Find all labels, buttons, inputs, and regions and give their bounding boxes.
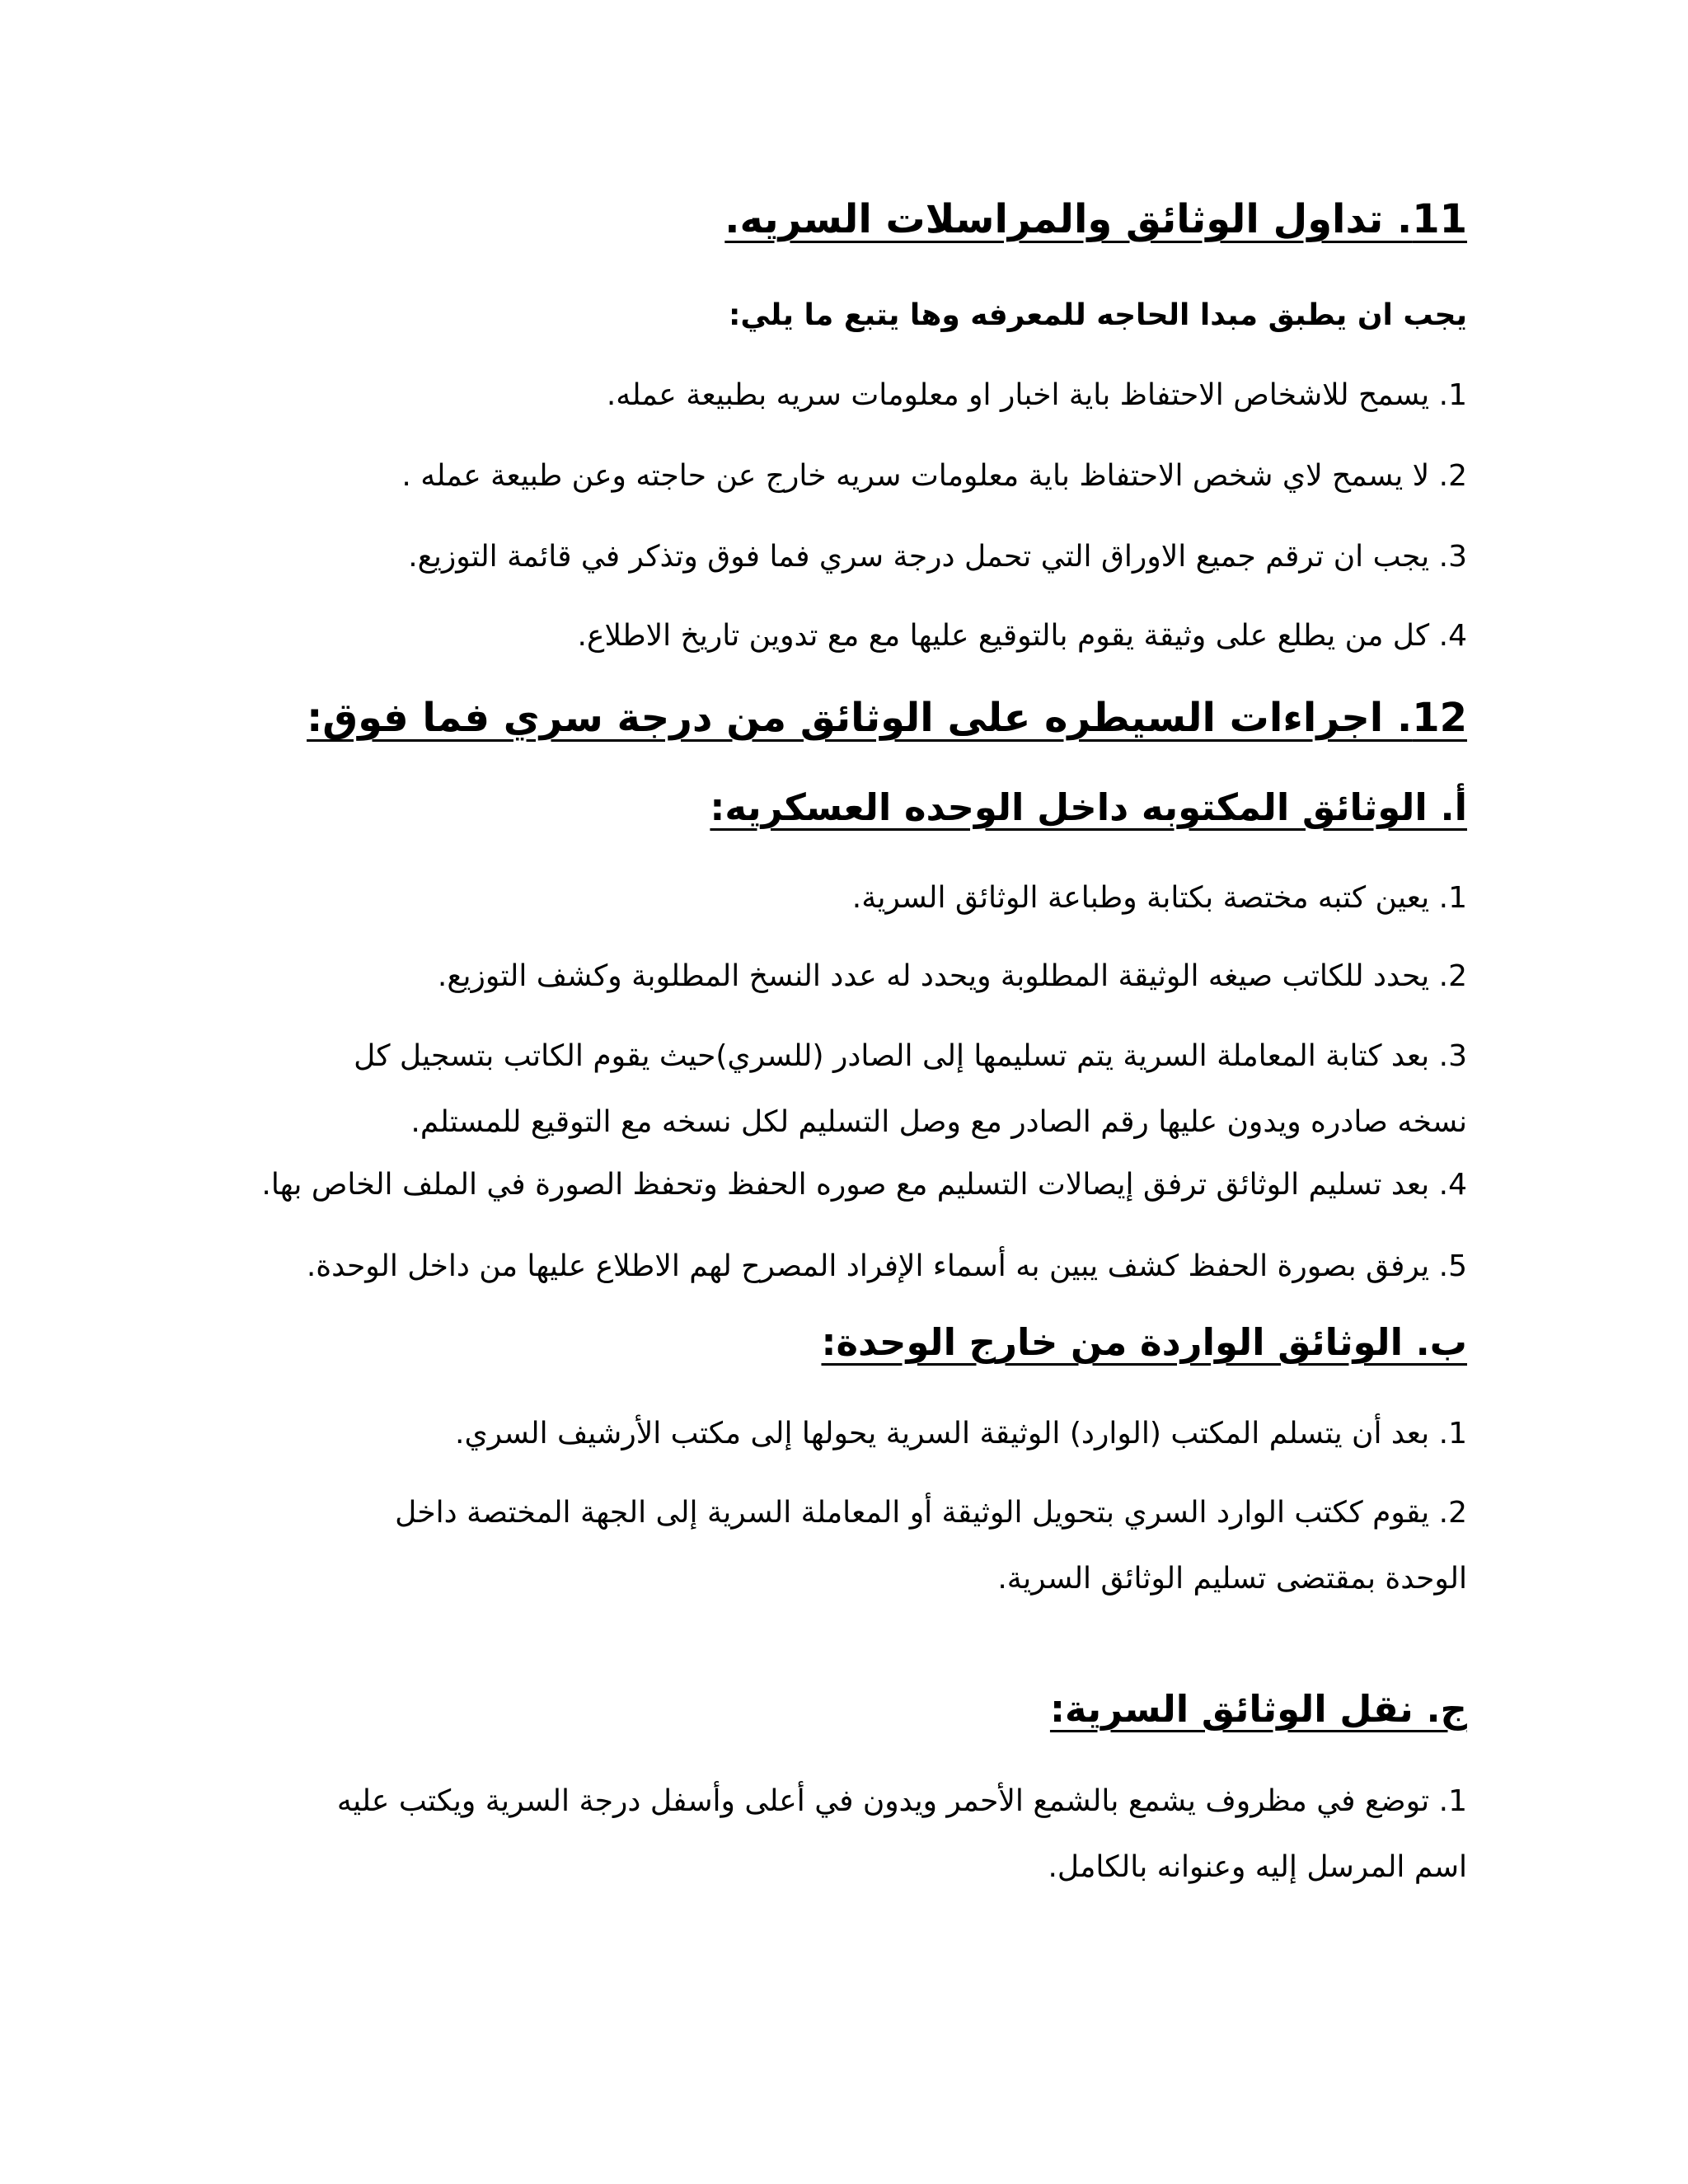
- subsection-b-heading: ب. الوثائق الواردة من خارج الوحدة:: [821, 1320, 1467, 1364]
- subsection-a-item-5: 5. يرفق بصورة الحفظ كشف يبين به أسماء الإفراد المصرح لهم الاطلاع عليها من داخل الوحدة.: [306, 1249, 1467, 1283]
- section-12-heading: 12. اجراءات السيطره على الوثائق من درجة سري فما فوق:: [307, 695, 1467, 741]
- section-11-heading: 11. تداول الوثائق والمراسلات السريه.: [724, 196, 1467, 242]
- subsection-b-item-1: 1. بعد أن يتسلم المكتب (الوارد) الوثيقة السرية يحولها إلى مكتب الأرشيف السري.: [455, 1417, 1467, 1451]
- subsection-b-item-2: 2. يقوم ككتب الوارد السري بتحويل الوثيقة أو المعاملة السرية إلى الجهة المختصة داخل الوحدة بمقتضى تسليم الوثائق السرية.: [395, 1496, 1467, 1596]
- subsection-c-heading: ج. نقل الوثائق السرية:: [1049, 1687, 1467, 1731]
- section-11-item-1: 1. يسمح للاشخاص الاحتفاظ باية اخبار او معلومات سريه بطبيعة عمله.: [606, 378, 1467, 412]
- subsection-c-item-1: 1. توضع في مظروف يشمع بالشمع الأحمر ويدون في أعلى وأسفل درجة السرية ويكتب عليه اسم المرسل إليه وعنوانه بالكامل.: [336, 1784, 1467, 1884]
- section-11-intro: يجب ان يطبق مبدا الحاجه للمعرفه وها يتبع ما يلي:: [728, 298, 1467, 332]
- subsection-a-item-1: 1. يعين كتبه مختصة بكتابة وطباعة الوثائق السرية.: [851, 881, 1467, 915]
- subsection-a-item-2: 2. يحدد للكاتب صيغه الوثيقة المطلوبة ويحدد له عدد النسخ المطلوبة وكشف التوزيع.: [437, 959, 1467, 993]
- subsection-a-item-3: 3. بعد كتابة المعاملة السرية يتم تسليمها إلى الصادر (للسري)حيث يقوم الكاتب بتسجيل كل نسخه صادره ويدون عليها رقم الصادر مع وصل التسليم لكل نسخه مع التوقيع للمستلم.: [354, 1039, 1467, 1139]
- section-11-item-4: 4. كل من يطلع على وثيقة يقوم بالتوقيع عليها مع مع تدوين تاريخ الاطلاع.: [577, 619, 1467, 653]
- section-11-item-3: 3. يجب ان ترقم جميع الاوراق التي تحمل درجة سري فما فوق وتذكر في قائمة التوزيع.: [408, 540, 1467, 574]
- section-11-item-2: 2. لا يسمح لاي شخص الاحتفاظ باية معلومات سريه خارج عن حاجته وعن طبيعة عمله .: [401, 459, 1467, 493]
- subsection-a-item-4: 4. بعد تسليم الوثائق ترفق إيصالات التسليم مع صوره الحفظ وتحفظ الصورة في الملف الخاص بها.: [261, 1168, 1467, 1202]
- subsection-a-heading: أ. الوثائق المكتوبه داخل الوحده العسكريه:: [710, 785, 1467, 829]
